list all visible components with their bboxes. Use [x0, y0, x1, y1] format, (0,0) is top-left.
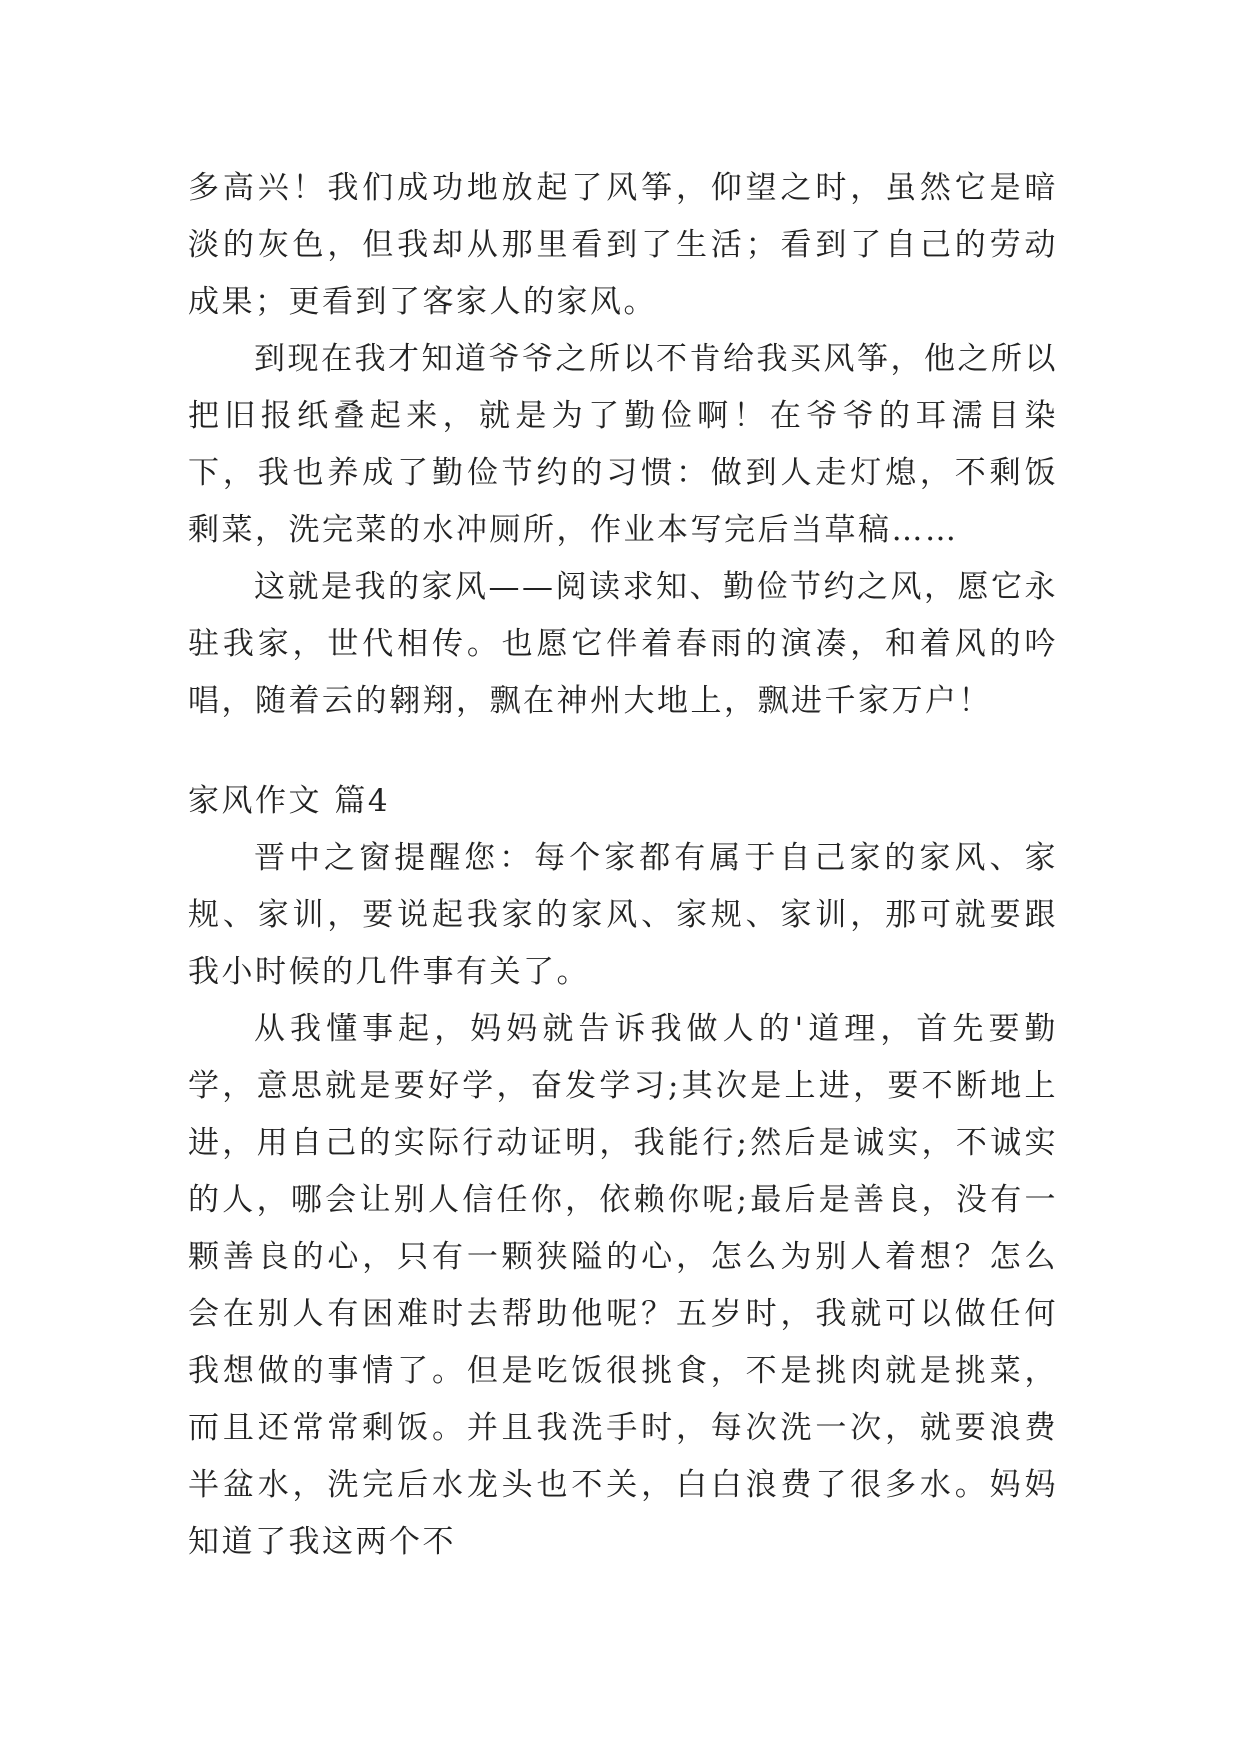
paragraph-continuation: 多高兴！我们成功地放起了风筝，仰望之时，虽然它是暗淡的灰色，但我却从那里看到了生活；看到了自己的劳动成果；更看到了客家人的家风。 [188, 170, 1058, 320]
paragraph-family-tradition: 这就是我的家风——阅读求知、勤俭节约之风，愿它永驻我家，世代相传。也愿它伴着春雨的演凑，和着风的吟唱，随着云的翱翔，飘在神州大地上，飘进千家万户！ [188, 569, 1058, 719]
paragraph-intro: 晋中之窗提醒您：每个家都有属于自己家的家风、家规、家训，要说起我家的家风、家规、家训，那可就要跟我小时候的几件事有关了。 [188, 840, 1058, 990]
paragraph-mother-teaching: 从我懂事起，妈妈就告诉我做人的'道理，首先要勤学，意思就是要好学，奋发学习;其次是上进，要不断地上进，用自己的实际行动证明，我能行;然后是诚实，不诚实的人，哪会让别人信任你，依赖你呢;最后是善良，没有一颗善良的心，只有一颗狭隘的心，怎么为别人着想？怎么会在别人有困难时去帮助他呢？五岁时，我就可以做任何我想做的事情了。但是吃饭很挑食，不是挑肉就是挑菜，而且还常常剩饭。并且我洗手时，每次洗一次，就要浪费半盆水，洗完后水龙头也不关，白白浪费了很多水。妈妈知道了我这两个不 [188, 1011, 1058, 1560]
section-heading: 家风作文 篇4 [188, 783, 391, 819]
document-page [188, 160, 1058, 1571]
section-spacer [188, 730, 1058, 773]
paragraph-frugality: 到现在我才知道爷爷之所以不肯给我买风筝，他之所以把旧报纸叠起来，就是为了勤俭啊！在爷爷的耳濡目染下，我也养成了勤俭节约的习惯：做到人走灯熄，不剩饭剩菜，洗完菜的水冲厕所，作业本写完后当草稿…… [188, 341, 1058, 548]
